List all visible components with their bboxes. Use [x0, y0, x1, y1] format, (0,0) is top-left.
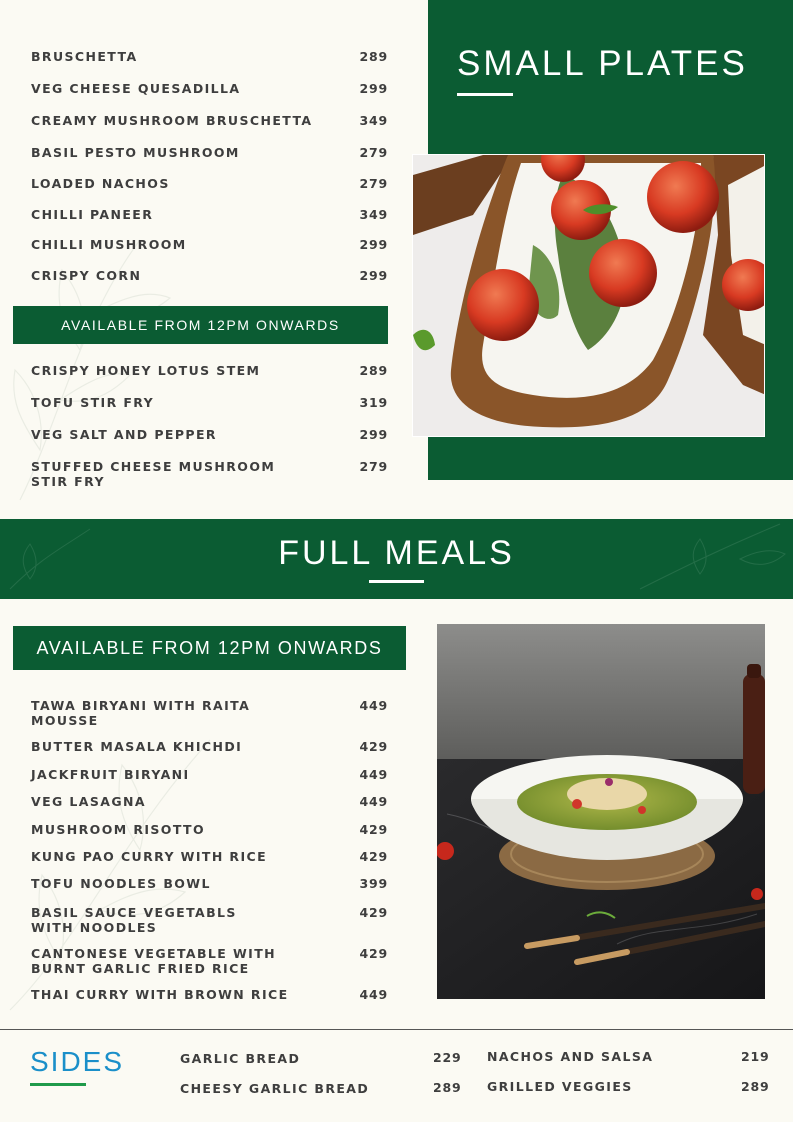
- menu-item: [31, 794, 388, 809]
- menu-item-price: 289: [741, 1079, 770, 1094]
- title-underline: [457, 93, 513, 96]
- menu-item-price: 289: [433, 1080, 462, 1095]
- menu-item: [31, 207, 388, 222]
- menu-item-price: 229: [433, 1050, 462, 1065]
- curry-noodle-bowl-photo: [437, 624, 765, 999]
- menu-item: [31, 145, 388, 160]
- menu-item: [31, 395, 388, 410]
- menu-item-price: 449: [359, 767, 388, 782]
- menu-item-name: THAI CURRY WITH BROWN RICE: [31, 987, 289, 1002]
- menu-item-name: NACHOS AND SALSA: [487, 1049, 654, 1064]
- menu-item-name: KUNG PAO CURRY WITH RICE: [31, 849, 268, 864]
- section-divider: [0, 1029, 793, 1030]
- menu-item-price: 299: [359, 268, 388, 283]
- menu-item-name: JACKFRUIT BIRYANI: [31, 767, 190, 782]
- menu-item-name: GARLIC BREAD: [180, 1051, 301, 1066]
- menu-item-name: TOFU NOODLES BOWL: [31, 876, 211, 891]
- menu-item: [31, 876, 388, 891]
- menu-item-price: 429: [359, 905, 388, 920]
- menu-item-price: 299: [359, 81, 388, 96]
- menu-item-price: 429: [359, 739, 388, 754]
- menu-item-name: CRISPY CORN: [31, 268, 142, 283]
- availability-text: AVAILABLE FROM 12PM ONWARDS: [36, 637, 383, 658]
- menu-item-name: BUTTER MASALA KHICHDI: [31, 739, 243, 754]
- menu-item: [31, 459, 388, 489]
- menu-item-name: VEG CHEESE QUESADILLA: [31, 81, 241, 96]
- menu-item-price: 449: [359, 698, 388, 713]
- menu-item: [31, 739, 388, 754]
- menu-item-price: 429: [359, 849, 388, 864]
- menu-item-price: 399: [359, 876, 388, 891]
- menu-item-price: 429: [359, 946, 388, 961]
- menu-item-name: CHILLI MUSHROOM: [31, 237, 187, 252]
- menu-item: [31, 49, 388, 64]
- sides-title: SIDES: [30, 1046, 125, 1077]
- menu-item: [31, 176, 388, 191]
- menu-item-name: CRISPY HONEY LOTUS STEM: [31, 363, 261, 378]
- availability-text: AVAILABLE FROM 12PM ONWARDS: [61, 317, 340, 333]
- menu-item-price: 289: [359, 363, 388, 378]
- menu-item: [31, 849, 388, 864]
- menu-item: [31, 946, 388, 976]
- small-plates-title: SMALL PLATES: [457, 44, 748, 83]
- menu-item-price: 279: [359, 145, 388, 160]
- menu-item: [31, 113, 388, 128]
- menu-item-price: 449: [359, 794, 388, 809]
- full-meals-title: FULL MEALS: [278, 534, 515, 572]
- menu-item-name: BASIL PESTO MUSHROOM: [31, 145, 240, 160]
- menu-item: [31, 822, 388, 837]
- menu-item-name: GRILLED VEGGIES: [487, 1079, 633, 1094]
- menu-item: [31, 767, 388, 782]
- menu-item-name: TAWA BIRYANI WITH RAITA MOUSSE: [31, 698, 251, 728]
- menu-item-price: 279: [359, 176, 388, 191]
- menu-item-name: STUFFED CHEESE MUSHROOM STIR FRY: [31, 459, 276, 489]
- menu-item-name: LOADED NACHOS: [31, 176, 170, 191]
- menu-item: [31, 987, 388, 1002]
- availability-banner: [13, 626, 406, 670]
- menu-item-name: CREAMY MUSHROOM BRUSCHETTA: [31, 113, 313, 128]
- bruschetta-photo: [412, 154, 765, 437]
- menu-item-price: 449: [359, 987, 388, 1002]
- menu-item-price: 299: [359, 237, 388, 252]
- menu-item-price: 349: [359, 113, 388, 128]
- menu-item-price: 279: [359, 459, 388, 474]
- menu-item-name: VEG SALT AND PEPPER: [31, 427, 217, 442]
- menu-item-price: 289: [359, 49, 388, 64]
- menu-item: [31, 698, 388, 728]
- menu-item: [31, 363, 388, 378]
- availability-banner: [13, 306, 388, 344]
- menu-item-price: 349: [359, 207, 388, 222]
- menu-item-name: BRUSCHETTA: [31, 49, 138, 64]
- menu-item-price: 429: [359, 822, 388, 837]
- menu-item-name: CANTONESE VEGETABLE WITH BURNT GARLIC FRIED RICE: [31, 946, 277, 976]
- menu-item-name: CHILLI PANEER: [31, 207, 154, 222]
- menu-item-name: MUSHROOM RISOTTO: [31, 822, 205, 837]
- menu-item-name: BASIL SAUCE VEGETABLS WITH NOODLES: [31, 905, 237, 935]
- menu-item: [31, 81, 388, 96]
- menu-item: [31, 237, 388, 252]
- menu-item-name: TOFU STIR FRY: [31, 395, 155, 410]
- title-underline: [30, 1083, 86, 1086]
- menu-item: [31, 427, 388, 442]
- menu-item-price: 299: [359, 427, 388, 442]
- title-underline: [369, 580, 424, 583]
- menu-item-name: VEG LASAGNA: [31, 794, 146, 809]
- menu-item-price: 219: [741, 1049, 770, 1064]
- menu-item-name: CHEESY GARLIC BREAD: [180, 1081, 370, 1096]
- menu-item: [31, 905, 388, 935]
- menu-item: [31, 268, 388, 283]
- menu-item-price: 319: [359, 395, 388, 410]
